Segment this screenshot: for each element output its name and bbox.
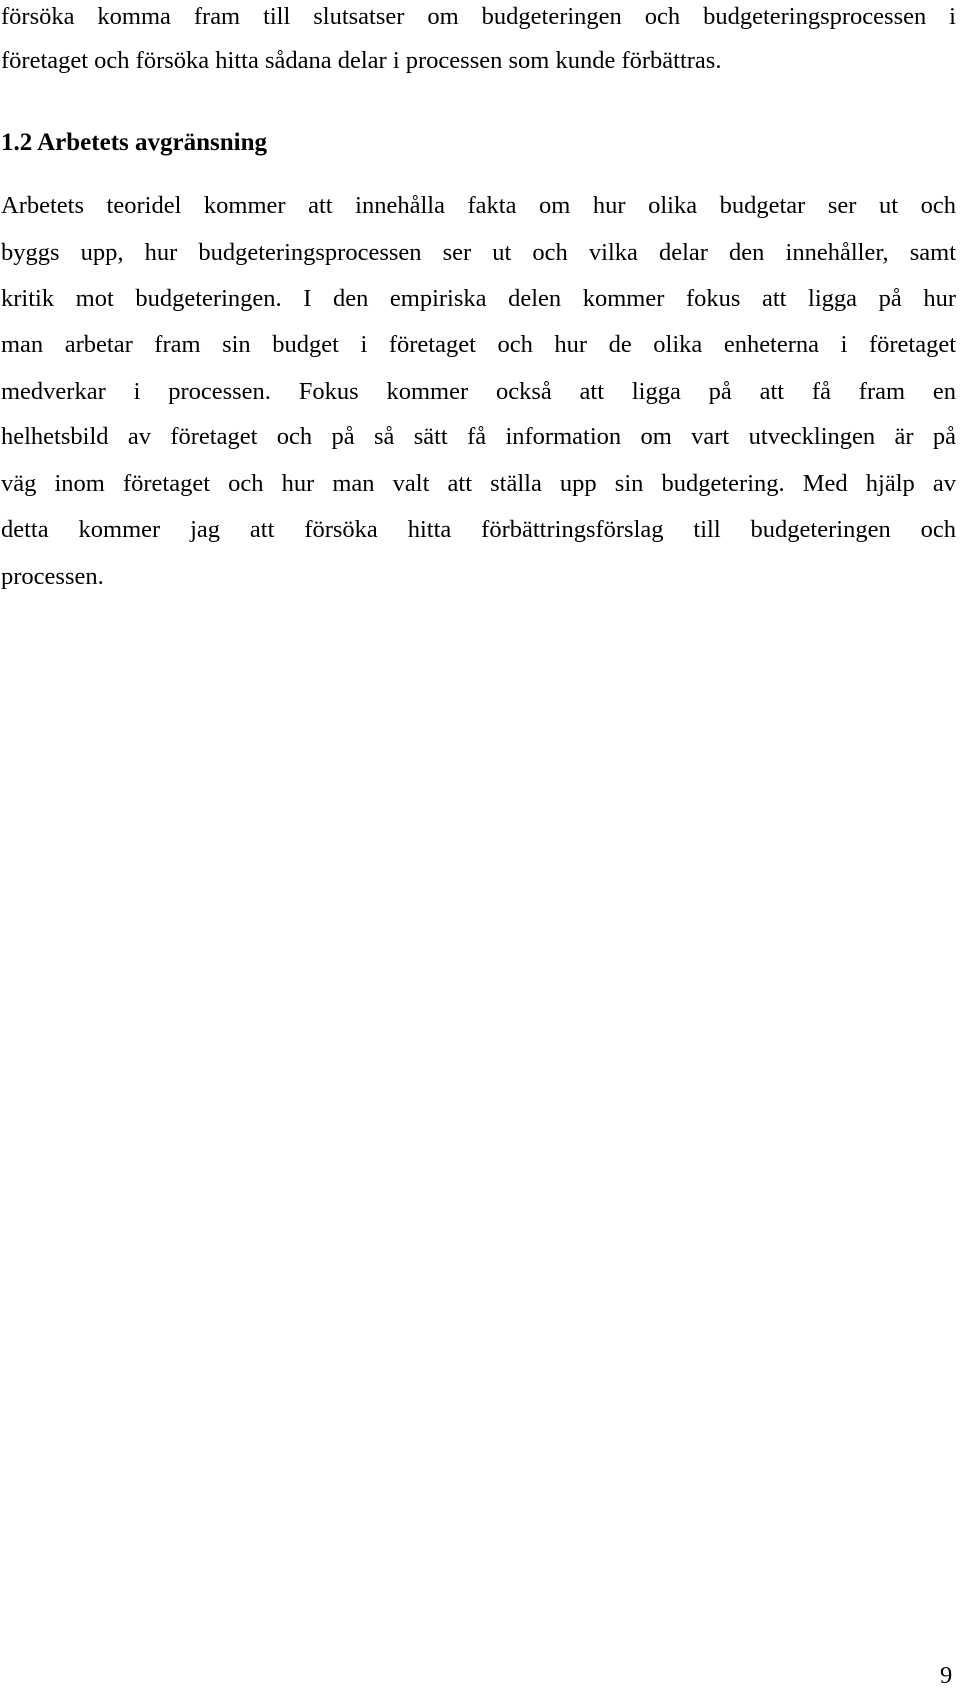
paragraph-line: detta kommer jag att försöka hitta förbättringsförslag till budgeteringen och xyxy=(1,516,956,543)
paragraph-line: försöka komma fram till slutsatser om budgeteringen och budgeteringsprocessen i xyxy=(1,3,956,30)
section-heading: 1.2 Arbetets avgränsning xyxy=(1,129,267,156)
paragraph-line: medverkar i processen. Fokus kommer också att ligga på att få fram en xyxy=(1,378,956,405)
paragraph-line: Arbetets teoridel kommer att innehålla fakta om hur olika budgetar ser ut och xyxy=(1,192,956,219)
paragraph-line: väg inom företaget och hur man valt att ställa upp sin budgetering. Med hjälp av xyxy=(1,470,956,497)
paragraph-line: företaget och försöka hitta sådana delar i processen som kunde förbättras. xyxy=(1,47,722,74)
paragraph-line: processen. xyxy=(1,563,104,590)
paragraph-line: kritik mot budgeteringen. I den empiriska delen kommer fokus att ligga på hur xyxy=(1,285,956,312)
page-number: 9 xyxy=(940,1662,953,1689)
paragraph-line: man arbetar fram sin budget i företaget och hur de olika enheterna i företaget xyxy=(1,331,956,358)
paragraph-line: byggs upp, hur budgeteringsprocessen ser ut och vilka delar den innehåller, samt xyxy=(1,239,956,266)
paragraph-line: helhetsbild av företaget och på så sätt få information om vart utvecklingen är på xyxy=(1,423,956,450)
